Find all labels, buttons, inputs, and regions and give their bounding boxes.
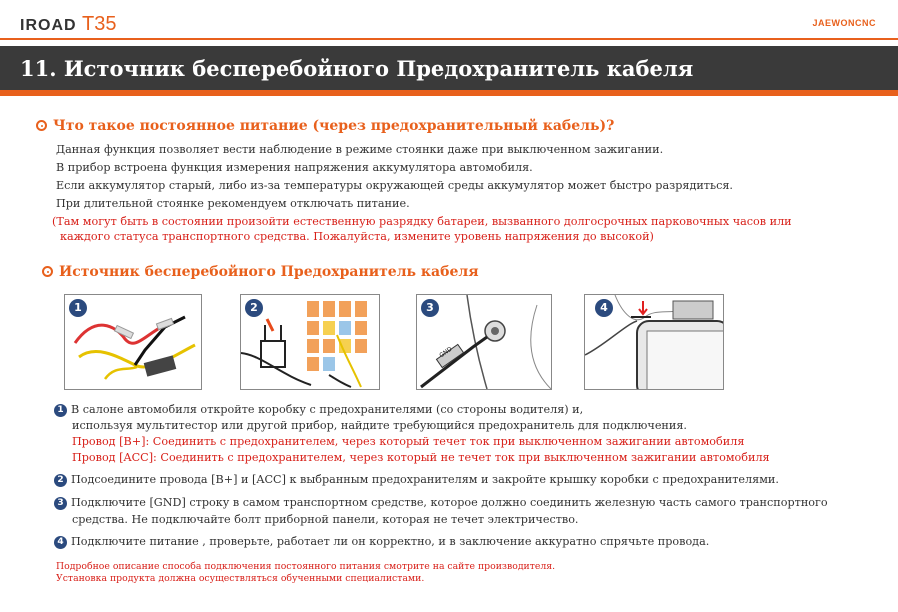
brand-logo: JAEWONCNC [812, 18, 876, 28]
gnd-label: GND [438, 345, 454, 360]
step-photo-3 [416, 294, 552, 390]
warning-line: каждого статуса транспортного средства. Пожалуйста, измените уровень напряжения до высокой) [60, 230, 654, 243]
title-bar-stripe [0, 90, 898, 96]
intro-line: Данная функция позволяет вести наблюдение в режиме стоянки даже при выключенном зажигании. [56, 143, 664, 156]
intro-line: Если аккумулятор старый, либо из-за температуры окружающей среды аккумулятор может быстро разрядиться. [56, 179, 733, 192]
step-number-badge: 3 [54, 497, 67, 510]
page-title: 11. Источник бесперебойного Предохранитель кабеля [20, 56, 694, 81]
step-photo-4 [584, 294, 724, 390]
bullet-circle-icon [36, 120, 47, 131]
step-1-b-plus-note: Провод [B+]: Соединить с предохранителем, через который течет ток при выключенном зажигании автомобиля [72, 435, 745, 448]
header-divider [0, 38, 898, 40]
step-number-badge: 4 [54, 536, 67, 549]
step-2-line: 2 Подсоедините провода [B+] и [ACC] к выбранным предохранителям и закройте крышку коробки с предохранителями. [54, 473, 779, 487]
model-name: T35 [82, 13, 117, 35]
step-number-badge: 1 [54, 404, 67, 417]
intro-line: В прибор встроена функция измерения напряжения аккумулятора автомобиля. [56, 161, 533, 174]
step-photo-2 [240, 294, 380, 390]
step-1-acc-note: Провод [ACC]: Соединить с предохранителем, через который не течет ток при выключенном зажигании автомобиля [72, 451, 770, 464]
step-photo-1 [64, 294, 202, 390]
step-1-line: 1 В салоне автомобиля откройте коробку с предохранителями (со стороны водителя) и, [54, 403, 583, 417]
step-3-line: средства. Не подключайте болт приборной панели, которая не течет электричество. [72, 513, 579, 526]
step-number-badge: 2 [54, 474, 67, 487]
photo-number-badge: 3 [421, 299, 439, 317]
photo-number-badge: 2 [245, 299, 263, 317]
step-1-line: используя мультитестор или другой прибор, найдите требующийся предохранитель для подключения. [72, 419, 687, 432]
photo-number-badge: 4 [595, 299, 613, 317]
bullet-circle-icon [42, 266, 53, 277]
step-3-line: 3 Подключите [GND] строку в самом транспортном средстве, которое должно соединить железную часть самого транспортного [54, 496, 828, 510]
section-heading-constant-power: Что такое постоянное питание (через предохранительный кабель)? [36, 118, 614, 134]
warning-line: (Там могут быть в состоянии произойти естественную разрядку батареи, вызванного долгосрочных парковочных часов или [52, 215, 792, 228]
footer-note: Установка продукта должна осуществляться обученными специалистами. [56, 573, 425, 584]
photo-number-badge: 1 [69, 299, 87, 317]
product-logo: IROAD T35 [20, 13, 117, 35]
intro-line: При длительной стоянке рекомендуем отключать питание. [56, 197, 410, 210]
section-heading-fuse-cable: Источник бесперебойного Предохранитель кабеля [42, 264, 479, 280]
footer-note: Подробное описание способа подключения постоянного питания смотрите на сайте производителя. [56, 561, 556, 572]
step-4-line: 4 Подключите питание , проверьте, работает ли он корректно, и в заключение аккуратно спрячьте провода. [54, 535, 709, 549]
